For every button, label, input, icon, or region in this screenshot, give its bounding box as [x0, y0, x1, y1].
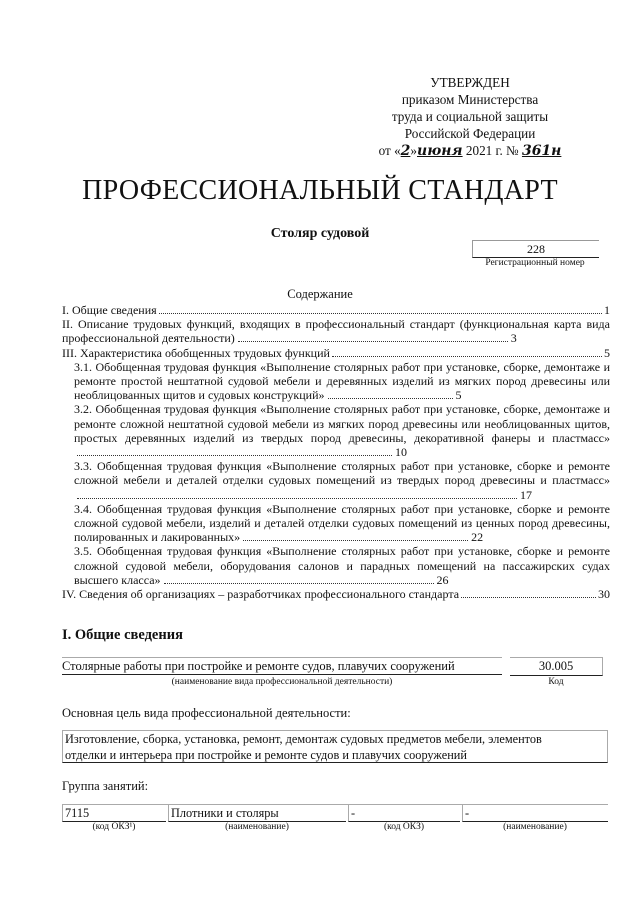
toc-item-text: IV. Сведения об организациях – разработчиках профессионального стандарта	[62, 587, 460, 602]
approval-line-4: Российской Федерации	[404, 126, 536, 141]
toc-item[interactable]	[62, 402, 610, 459]
toc-item-text: II. Описание трудовых функций, входящих в профессиональный стандарт (функциональная карта вида профессиональной деятельности)	[62, 317, 610, 346]
toc-item[interactable]	[62, 587, 610, 601]
table-of-contents	[62, 303, 610, 601]
date-day: 2	[400, 143, 411, 159]
okz-code-cell: 7115	[62, 805, 166, 822]
toc-item-page: 5	[604, 345, 610, 360]
toc-item-text: I. Общие сведения	[62, 303, 157, 317]
okz-code-cell-2: -	[348, 805, 460, 822]
group-label: Группа занятий:	[62, 779, 149, 793]
purpose-field	[62, 730, 608, 763]
date-prefix: от «	[378, 143, 401, 158]
okz-code-label: (код ОКЗ¹)	[92, 822, 136, 832]
activity-name-label: (наименование вида профессиональной деятельности)	[171, 677, 393, 687]
approval-date-line	[360, 142, 580, 160]
date-year: 2021 г. №	[465, 143, 519, 158]
activity-code-field: 30.005	[510, 657, 603, 676]
purpose-line-2: отделки и интерьера при постройке и ремонте судов и плавучих сооружений	[65, 747, 467, 762]
okz-name-label-2: (наименование)	[503, 822, 567, 832]
toc-title: Содержание	[287, 287, 353, 301]
toc-item-page: 1	[604, 303, 610, 317]
toc-item-text: 3.3. Обобщенная трудовая функция «Выполнение столярных работ при установке, сборке и ремонте сложной мебели и деталей отделки судовых помещений из твердых пород древесины и пластмасс»	[74, 459, 610, 488]
toc-item-text: 3.1. Обобщенная трудовая функция «Выполнение столярных работ при установке, сборке, демонтаже и ремонте простой нештатной судовой мебели и деревянных изделий из мягких пород древесины или необлицованных щитов и судовых конструкций»	[74, 359, 610, 403]
occupation-group-row	[62, 804, 608, 822]
toc-item-page: 5	[455, 388, 462, 403]
document-subtitle: Столяр судовой	[270, 226, 370, 241]
toc-item[interactable]	[62, 459, 610, 502]
okz-code-label-2: (код ОКЗ)	[383, 822, 425, 832]
toc-item-text: III. Характеристика обобщенных трудовых функций	[62, 345, 330, 360]
section-heading: I. Общие сведения	[62, 627, 183, 643]
toc-item-text: 3.4. Обобщенная трудовая функция «Выполнение столярных работ при установке, сборке и ремонте сложной судовой мебели, изделий и деталей отделки судовых помещений из ценных пород древесины, полированных и лакированных»	[74, 501, 610, 545]
toc-item[interactable]	[62, 360, 610, 403]
date-month: июня	[417, 143, 463, 159]
registration-number-label: Регистрационный номер	[485, 258, 585, 268]
toc-item-page: 22	[471, 530, 484, 545]
approval-line-1: УТВЕРЖДЕН	[430, 75, 510, 90]
activity-code-label: Код	[548, 677, 564, 687]
toc-item[interactable]	[62, 346, 610, 360]
order-number: 361н	[521, 143, 562, 159]
approval-block	[360, 74, 580, 160]
divider	[62, 657, 502, 658]
document-title: ПРОФЕССИОНАЛЬНЫЙ СТАНДАРТ	[82, 175, 558, 206]
approval-line-3: труда и социальной защиты	[391, 109, 549, 124]
toc-item-page: 10	[395, 445, 407, 460]
toc-item-text: 3.5. Обобщенная трудовая функция «Выполнение столярных работ при установке, сборке и ремонте сложной судовой мебели, оборудования салонов и парадных помещений на пассажирских судах высшего класса»	[74, 544, 610, 587]
registration-number-box: 228	[472, 240, 599, 258]
toc-item-page: 26	[436, 572, 449, 587]
purpose-line-1: Изготовление, сборка, установка, ремонт, демонтаж судовых предметов мебели, элементов	[65, 732, 542, 746]
okz-name-cell-2: -	[462, 805, 608, 822]
toc-item-page: 17	[520, 487, 532, 502]
okz-name-label: (наименование)	[225, 822, 289, 832]
purpose-label: Основная цель вида профессиональной деятельности:	[62, 706, 351, 720]
toc-item[interactable]	[62, 317, 610, 345]
activity-name-field: Столярные работы при постройке и ремонте судов, плавучих сооружений	[62, 659, 502, 675]
toc-item-text: 3.2. Обобщенная трудовая функция «Выполнение столярных работ при установке, сборке, демонтаже и ремонте сложной нештатной судовой мебели из мягких пород древесины или необлицованных щитов, простых деревянных изделий из твердых пород древесины, декоративной фанеры и пластмасс»	[74, 402, 610, 445]
toc-item-page: 3	[510, 331, 517, 346]
date-mid: »	[410, 143, 418, 158]
toc-item-page: 30	[598, 587, 610, 602]
toc-item[interactable]	[62, 303, 610, 317]
approval-line-2: приказом Министерства	[401, 92, 539, 107]
toc-item[interactable]	[62, 502, 610, 545]
toc-item[interactable]	[62, 544, 610, 587]
okz-name-cell: Плотники и столяры	[168, 805, 346, 822]
